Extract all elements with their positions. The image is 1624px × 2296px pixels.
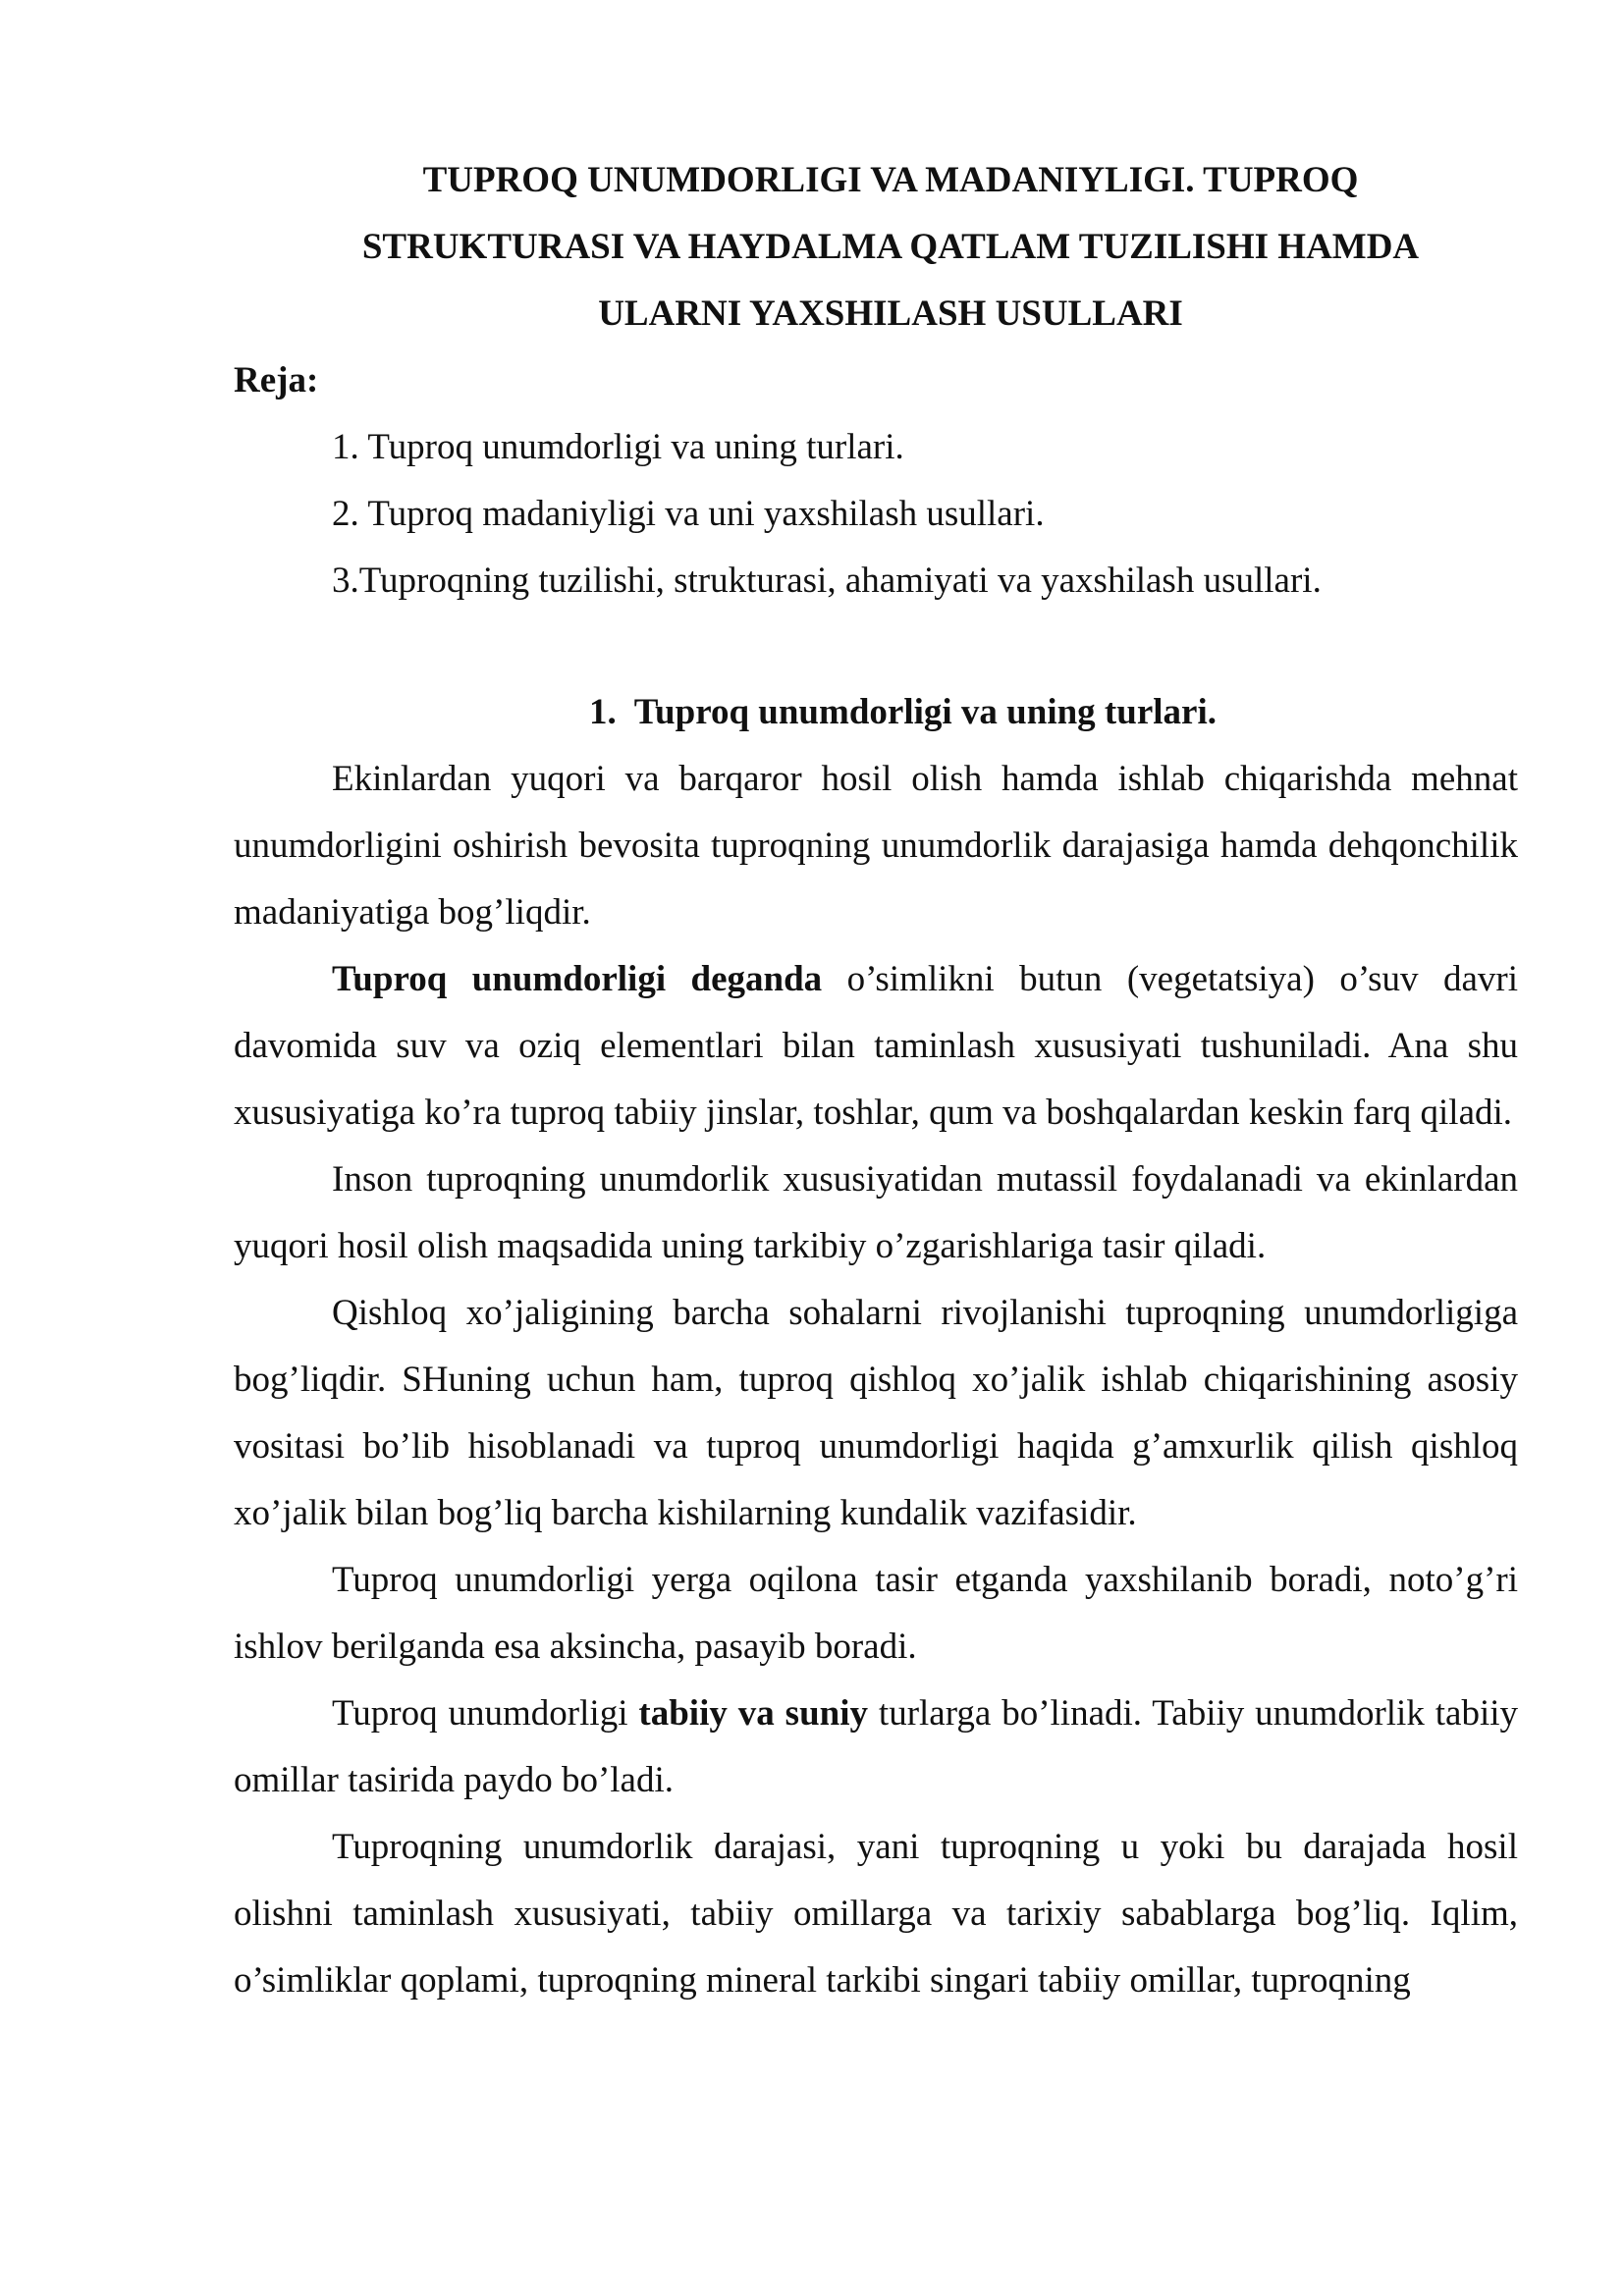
paragraph-6-text-end: turlarga bo’linadi. Tabiiy unumdorlik tabiiy omillar tasirida paydo bo’ladi. — [234, 1693, 1519, 1800]
plan-label: Reja: — [234, 360, 319, 400]
paragraph-4: Qishloq xo’jaligining barcha sohalarni rivojlanishi tuproqning unumdorligiga bog’liqdir. SHuning uchun ham, tuproq qishloq xo’jalik ishlab chiqarishining asosiy vositasi bo’lib hisoblanadi va tuproq unumdorligi haqida g’amxurlik qilish qishloq xo’jalik bilan bog’liq barcha kishilarning kundalik vazifasidir. — [234, 1293, 1518, 1533]
plan-list — [234, 414, 1518, 614]
paragraph-2-text: o’simlikni butun (vegetatsiya) o’suv davri davomida suv va oziq elementlari bilan taminlash xususiyati tushuniladi. Ana shu xususiyatiga ko’ra tuproq tabiiy jinslar, toshlar, qum va boshqalardan keskin farq qiladi. — [234, 959, 1518, 1133]
title-line-2: STRUKTURASI VA HAYDALMA QATLAM TUZILISHI HAMDA — [361, 227, 1420, 267]
paragraph-7: Tuproqning unumdorlik darajasi, yani tuproqning u yoki bu darajada hosil olishni taminlash xususiyati, tabiiy omillarga va tarixiy sabablarga bog’liq. Iqlim, o’simliklar qoplami, tuproqning mineral tarkibi singari tabiiy omillar, tuproqning — [234, 1827, 1518, 2001]
title-line-1: TUPROQ UNUMDORLIGI VA MADANIYLIGI. TUPROQ — [422, 160, 1359, 200]
plan-item-2: 2. Tuproq madaniyligi va uni yaxshilash usullari. — [332, 494, 1045, 534]
paragraph-6 — [234, 1681, 1518, 1814]
section-title: Tuproq unumdorligi va uning turlari. — [633, 692, 1217, 732]
paragraph-1: Ekinlardan yuqori va barqaror hosil olish hamda ishlab chiqarishda mehnat unumdorligini oshirish bevosita tuproqning unumdorlik darajasiga hamda dehqonchilik madaniyatiga bog’liqdir. — [234, 759, 1518, 933]
document-title — [234, 147, 1518, 347]
paragraph-6-text-start: Tuproq unumdorligi — [332, 1693, 639, 1734]
title-line-3: ULARNI YAXSHILASH USULLARI — [598, 294, 1183, 334]
plan-item-3: 3.Tuproqning tuzilishi, strukturasi, ahamiyati va yaxshilash usullari. — [332, 561, 1322, 601]
paragraph-3: Inson tuproqning unumdorlik xususiyatidan mutassil foydalanadi va ekinlardan yuqori hosil olish maqsadida uning tarkibiy o’zgarishlariga tasir qiladi. — [234, 1159, 1518, 1266]
paragraph-2-bold-term: Tuproq unumdorligi deganda — [332, 959, 823, 999]
paragraph-6-bold-term: tabiiy va suniy — [638, 1693, 868, 1734]
section-number: 1. — [589, 692, 617, 732]
paragraph-2 — [234, 946, 1518, 1147]
plan-item-1: 1. Tuproq unumdorligi va uning turlari. — [332, 427, 904, 467]
section-heading — [234, 679, 1518, 746]
paragraph-5: Tuproq unumdorligi yerga oqilona tasir etganda yaxshilanib boradi, noto’g’ri ishlov berilganda esa aksincha, pasayib boradi. — [234, 1560, 1518, 1667]
document-page — [234, 147, 1518, 2014]
